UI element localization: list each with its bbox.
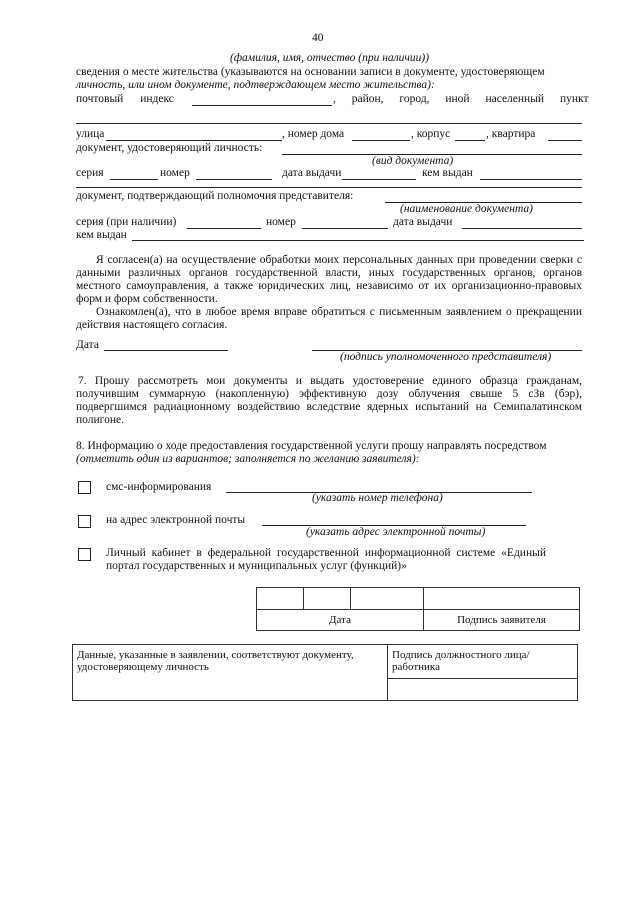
number-field[interactable] [196,179,272,180]
signature-caption: (подпись уполномоченного представителя) [340,351,552,363]
email-checkbox[interactable] [78,515,91,528]
item8-note: (отметить один из вариантов; заполняется по желанию заявителя): [76,453,420,465]
official-signature-cell[interactable] [388,679,578,701]
apartment-field[interactable] [548,140,582,141]
date-cell-year[interactable] [351,588,424,610]
number-label: номер [160,167,190,179]
consent-paragraph-1: Я согласен(а) на осуществление обработки моих персональных данных при проведении сверки с данными различных органов государственной власти, иных государственных органов, органов местного самоуправления, а также юридических лиц, независимо от их организационно-правовых форм и форм собственности. [76,254,582,305]
apartment-label: , квартира [486,128,536,140]
email-caption: (указать адрес электронной почты) [306,526,486,538]
official-table [72,644,578,701]
id-doc-label: документ, удостоверяющий личность: [76,142,263,154]
issued-by-label: кем выдан [422,167,473,179]
series-opt-label: серия (при наличии) [76,216,177,228]
applicant-sign-table [256,587,580,631]
sign-table-date-label: Дата [257,610,424,631]
region-label: , район, город, иной населенный пункт [333,93,589,105]
official-right-text: Подпись должностного лица/работника [392,649,530,673]
house-label: , номер дома [282,128,345,140]
gosuslugi-checkbox[interactable] [78,548,91,561]
phone-caption: (указать номер телефона) [312,492,443,504]
house-field[interactable] [352,140,410,141]
series-label: серия [76,167,104,179]
consent-date-label: Дата [76,339,99,351]
korpus-field[interactable] [455,140,485,141]
number-field-2[interactable] [302,228,388,229]
issue-date-field[interactable] [342,179,416,180]
sms-label: смс-информирования [106,481,212,493]
residence-intro-2: личность, или ином документе, подтверждающем место жительства): [76,79,435,91]
sign-table-signature-label: Подпись заявителя [424,610,580,631]
rep-doc-label: документ, подтверждающий полномочия представителя: [76,190,354,202]
gosuslugi-label: Личный кабинет в федеральной государственной информационной системе «Единый портал государственных и муниципальных услуг (функций)» [106,547,546,572]
date-cell-day[interactable] [257,588,304,610]
number-label-2: номер [266,216,296,228]
official-left-text: Данные, указанные в заявлении, соответствуют документу, удостоверяющему личность [77,649,354,673]
street-field[interactable] [106,140,282,141]
series-field[interactable] [110,179,158,180]
street-label: улица [76,128,105,140]
address-line-field[interactable] [76,123,582,124]
series-opt-field[interactable] [187,228,261,229]
issued-by-field[interactable] [480,179,582,180]
email-label: на адрес электронной почты [106,514,246,526]
signature-cell[interactable] [424,588,580,610]
korpus-label: , корпус [411,128,451,140]
fio-caption: (фамилия, имя, отчество (при наличии)) [230,52,430,64]
rep-doc-caption: (наименование документа) [400,203,533,215]
issue-date-field-2[interactable] [462,228,582,229]
postal-index-label: почтовый индекс [76,93,174,105]
residence-intro: сведения о месте жительства (указываются на основании записи в документе, удостоверяющем [76,66,545,78]
id-doc-caption: (вид документа) [372,155,454,167]
consent-paragraph-2: Ознакомлен(а), что в любое время вправе обратиться с письменным заявлением о прекращении действия настоящего согласия. [76,306,582,331]
issued-by-line-2[interactable] [76,187,582,188]
item7-text: 7. Прошу рассмотреть мои документы и выдать удостоверение единого образца гражданам, получившим суммарную (накопленную) эффективную дозу облучения свыше 5 сЗв (бэр), подвергшимся радиационному воздействию вследствие ядерных испытаний на Семипалатинском полигоне. [76,375,582,426]
consent-date-field[interactable] [104,350,228,351]
date-cell-month[interactable] [304,588,351,610]
issued-by-field-2[interactable] [132,240,584,241]
official-left-cell [73,645,388,701]
issue-date-label: дата выдачи [282,167,342,179]
postal-index-field[interactable] [192,105,332,106]
official-right-cell [388,645,578,679]
sms-checkbox[interactable] [78,481,91,494]
item8-text: 8. Информацию о ходе предоставления государственной услуги прошу направлять посредством [76,440,547,452]
page-number: 40 [312,32,324,44]
issued-by-label-2: кем выдан [76,229,127,241]
issue-date-label-2: дата выдачи [393,216,453,228]
